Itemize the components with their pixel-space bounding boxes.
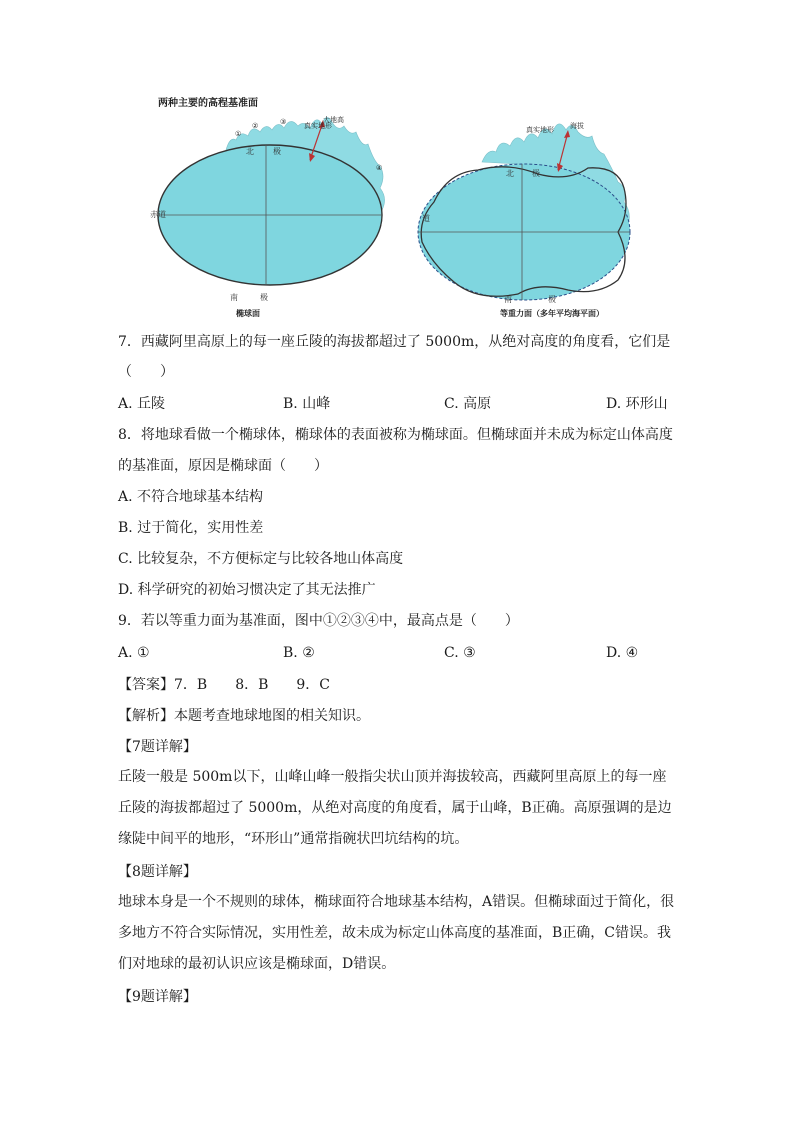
q8-option-c: C. 比较复杂，不方便标定与比较各地山体高度 — [118, 551, 404, 567]
q7-stem-line2: （ ） — [118, 364, 174, 380]
left-south: 南 — [230, 293, 238, 302]
marker-1: ① — [235, 130, 242, 138]
analysis-line: 【解析】本题考查地球地图的相关知识。 — [118, 708, 370, 724]
left-label-height: 大地高 — [323, 116, 344, 124]
q8-detail-text: 地球本身是一个不规则的球体，椭球面符合地球基本结构，A错误。但椭球面过于简化，很多地方不符合实际情况，实用性差，故未成为标定山体高度的基准面，B正确，C错误。我们对地球的最初认识应该是椭球面，D错误。 — [118, 894, 675, 972]
q8-option-b: B. 过于简化，实用性差 — [118, 520, 264, 536]
q9-option-a: A. ① — [118, 645, 150, 661]
left-north-pole: 极 — [273, 147, 281, 156]
right-label-height: 海拔 — [570, 122, 584, 130]
left-south-pole: 极 — [260, 293, 268, 302]
marker-2: ② — [252, 122, 259, 130]
left-north: 北 — [246, 147, 254, 156]
q7-option-a: A. 丘陵 — [118, 396, 166, 412]
figure-title: 两种主要的高程基准面 — [158, 98, 258, 109]
q9-stem: 9．若以等重力面为基准面，图中①②③④中，最高点是（ ） — [118, 613, 519, 629]
q8-option-a: A. 不符合地球基本结构 — [118, 489, 264, 505]
right-south: 南 — [504, 295, 512, 304]
right-label-terrain: 真实地形 — [526, 126, 554, 134]
figure-svg — [118, 92, 678, 327]
q9-option-b: B. ② — [283, 645, 315, 661]
answer-line: 【答案】7．B 8．B 9．C — [118, 677, 331, 693]
q8-detail-heading: 【8题详解】 — [118, 864, 197, 880]
q7-stem-line1: 7．西藏阿里高原上的每一座丘陵的海拔都超过了 5000m，从绝对高度的角度看，它们是 — [118, 334, 671, 350]
right-caption: 等重力面（多年平均海平面） — [500, 309, 604, 318]
marker-3: ③ — [280, 118, 287, 126]
geoid-diagram — [418, 121, 630, 318]
q7-option-b: B. 山峰 — [283, 396, 331, 412]
right-equator-label: 道 — [422, 214, 430, 223]
q9-option-d: D. ④ — [606, 645, 639, 661]
left-label-terrain: 真实地形 — [304, 122, 332, 130]
q9-option-c: C. ③ — [444, 645, 476, 661]
q7-option-c: C. 高原 — [444, 396, 492, 412]
q9-detail-heading: 【9题详解】 — [118, 989, 197, 1005]
q8-option-d: D. 科学研究的初始习惯决定了其无法推广 — [118, 582, 376, 598]
marker-4: ④ — [376, 164, 383, 172]
q8-stem: 8．将地球看做一个椭球体，椭球体的表面被称为椭球面。但椭球面并未成为标定山体高度的基准面，原因是椭球面（ ） — [118, 427, 673, 474]
q7-detail-text: 丘陵一般是 500m以下，山峰山峰一般指尖状山顶并海拔较高，西藏阿里高原上的每一座丘陵的海拔都超过了 5000m，从绝对高度的角度看，属于山峰，B正确。高原强调的是边缘陡中间平的地形，“环形山”通常指碗状凹坑结构的坑。 — [118, 769, 672, 847]
q7-option-d: D. 环形山 — [606, 396, 668, 412]
elevation-datum-figure — [118, 92, 678, 327]
right-north: 北 — [506, 169, 514, 178]
left-caption: 椭球面 — [236, 309, 260, 318]
q7-detail-heading: 【7题详解】 — [118, 739, 197, 755]
ellipsoid-diagram — [150, 115, 385, 318]
right-north-pole: 极 — [532, 169, 540, 178]
left-equator-label: 赤道 — [150, 210, 166, 219]
right-south-pole: 极 — [548, 295, 556, 304]
